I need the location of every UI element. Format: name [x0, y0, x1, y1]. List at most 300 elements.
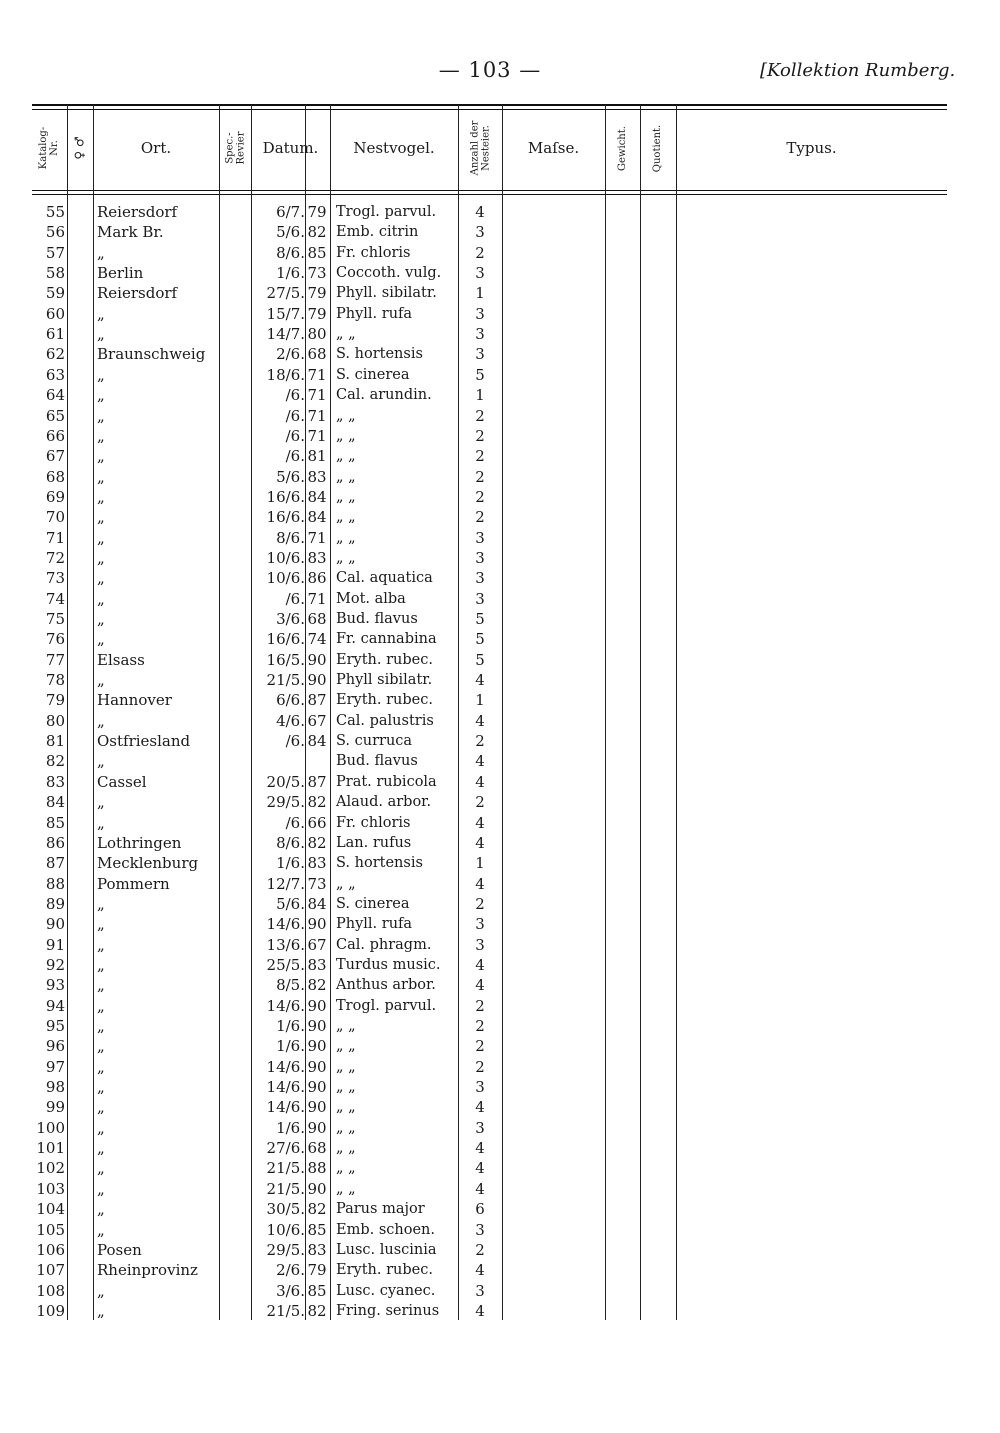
col-header-datum: Datum. [262, 139, 319, 157]
cell-jahr: 90 [307, 1118, 327, 1137]
cell-ort: Pommern [97, 874, 170, 893]
cell-jahr: 90 [307, 915, 327, 934]
cell-vogel: Phyll. rufa [336, 916, 413, 933]
cell-jahr: 86 [307, 569, 327, 588]
cell-ort: Mark Br. [97, 223, 164, 242]
cell-anzahl: 2 [475, 793, 485, 812]
cell-vogel: Trogl. parvul. [336, 204, 437, 220]
cell-datum: 16/6. [266, 630, 305, 649]
cell-vogel: „ „ [336, 488, 356, 505]
cell-datum: 30/5. [266, 1200, 305, 1219]
cell-ort: „ [97, 447, 105, 466]
cell-anzahl: 2 [475, 1057, 485, 1076]
table-row [0, 528, 1000, 548]
col-header-anzahl: Anzahl der Nesteier. [469, 120, 491, 176]
cell-datum: /6. [285, 406, 305, 425]
cell-ort: „ [97, 1118, 105, 1137]
table-row [0, 670, 1000, 690]
cell-anzahl: 3 [475, 325, 485, 344]
cell-ort: „ [97, 467, 105, 486]
cell-ort: „ [97, 894, 105, 913]
cell-anzahl: 4 [475, 671, 485, 690]
cell-jahr: 82 [307, 976, 327, 995]
cell-nr: 79 [45, 691, 65, 710]
cell-vogel: S. curruca [336, 733, 413, 750]
col-header-typus: Typus. [786, 139, 837, 157]
cell-ort: „ [97, 935, 105, 954]
cell-vogel: „ „ [336, 529, 356, 546]
cell-anzahl: 3 [475, 223, 485, 242]
cell-jahr: 83 [307, 467, 327, 486]
cell-anzahl: 4 [475, 874, 485, 893]
cell-ort: „ [97, 1078, 105, 1097]
cell-datum: 5/6. [276, 894, 305, 913]
cell-ort: „ [97, 487, 105, 506]
cell-ort: „ [97, 915, 105, 934]
cell-ort: „ [97, 365, 105, 384]
cell-datum: 5/6. [276, 223, 305, 242]
cell-anzahl: 2 [475, 1240, 485, 1259]
cell-vogel: Phyll. sibilatr. [336, 285, 437, 302]
cell-datum: /6. [285, 813, 305, 832]
cell-datum: 6/7. [276, 203, 305, 221]
cell-datum: 16/6. [266, 487, 305, 506]
cell-jahr: 71 [307, 589, 327, 608]
cell-vogel: Eryth. rubec. [336, 651, 433, 668]
cell-anzahl: 2 [475, 447, 485, 466]
cell-ort: „ [97, 1057, 105, 1076]
cell-nr: 66 [45, 426, 65, 445]
cell-ort: „ [97, 711, 105, 730]
cell-anzahl: 2 [475, 996, 485, 1015]
cell-anzahl: 3 [475, 528, 485, 547]
cell-datum: 8/6. [276, 833, 305, 852]
page-number: — 103 — [438, 58, 542, 82]
cell-datum: 13/6. [266, 935, 305, 954]
cell-vogel: Phyll sibilatr. [336, 672, 433, 689]
running-head: [Kollektion Rumberg. [760, 60, 956, 81]
cell-datum: 5/6. [276, 467, 305, 486]
cell-vogel: Cal. phragm. [336, 936, 432, 953]
cell-jahr: 83 [307, 1240, 327, 1259]
table-row [0, 406, 1000, 426]
cell-ort: „ [97, 406, 105, 425]
cell-anzahl: 2 [475, 1017, 485, 1035]
cell-datum: 14/7. [266, 325, 305, 344]
header-bottom-rule [32, 190, 947, 191]
cell-datum: 6/6. [276, 691, 305, 710]
table-row [0, 568, 1000, 588]
cell-jahr: 90 [307, 671, 327, 690]
table-row [0, 1260, 1000, 1280]
cell-ort: „ [97, 243, 105, 262]
cell-nr: 68 [45, 467, 65, 486]
table-row [0, 365, 1000, 385]
cell-datum: 12/7. [266, 874, 305, 893]
table-top-rule [32, 104, 947, 106]
cell-anzahl: 4 [475, 1139, 485, 1158]
table-row [0, 344, 1000, 364]
cell-datum: 10/6. [266, 1220, 305, 1239]
cell-nr: 80 [45, 711, 65, 730]
cell-anzahl: 2 [475, 732, 485, 751]
cell-datum: /6. [285, 386, 305, 405]
col-header-nestvogel: Nestvogel. [353, 139, 435, 157]
cell-jahr: 84 [307, 487, 327, 506]
cell-anzahl: 5 [475, 650, 485, 669]
cell-jahr: 82 [307, 1200, 327, 1219]
table-row [0, 1077, 1000, 1097]
cell-datum: 14/6. [266, 996, 305, 1015]
cell-nr: 84 [45, 793, 65, 812]
cell-jahr: 84 [307, 508, 327, 527]
cell-datum: /6. [285, 447, 305, 466]
table-row [0, 467, 1000, 487]
cell-jahr: 82 [307, 1301, 327, 1320]
cell-jahr: 83 [307, 548, 327, 567]
cell-vogel: Bud. flavus [336, 611, 418, 627]
cell-nr: 89 [45, 894, 65, 913]
table-row [0, 1281, 1000, 1301]
cell-nr: 100 [36, 1118, 65, 1137]
cell-vogel: S. hortensis [336, 346, 423, 363]
cell-ort: „ [97, 996, 105, 1015]
cell-ort: „ [97, 1037, 105, 1056]
cell-jahr: 90 [307, 1057, 327, 1076]
cell-datum: 8/6. [276, 243, 305, 262]
table-row [0, 1179, 1000, 1199]
table-row [0, 1220, 1000, 1240]
cell-jahr: 88 [307, 1159, 327, 1178]
cell-vogel: Emb. schoen. [336, 1221, 435, 1238]
cell-ort: Cassel [97, 772, 147, 791]
table-row [0, 874, 1000, 894]
cell-datum: 25/5. [266, 955, 305, 974]
cell-vogel: „ „ [336, 1058, 356, 1075]
cell-ort: „ [97, 1017, 105, 1035]
table-row [0, 446, 1000, 466]
cell-vogel: Mot. alba [336, 590, 406, 607]
cell-jahr: 79 [307, 203, 327, 221]
cell-jahr: 90 [307, 1098, 327, 1117]
cell-anzahl: 4 [475, 1261, 485, 1280]
table-row [0, 304, 1000, 324]
table-row [0, 629, 1000, 649]
cell-datum: 2/6. [276, 1261, 305, 1280]
cell-anzahl: 1 [475, 284, 485, 303]
cell-anzahl: 3 [475, 935, 485, 954]
cell-ort: „ [97, 1301, 105, 1320]
cell-ort: „ [97, 1159, 105, 1178]
cell-vogel: Eryth. rubec. [336, 692, 433, 709]
cell-jahr: 90 [307, 1037, 327, 1056]
cell-vogel: Lusc. cyanec. [336, 1282, 436, 1299]
cell-nr: 63 [45, 365, 65, 384]
cell-nr: 62 [45, 345, 65, 364]
cell-ort: Lothringen [97, 833, 182, 852]
cell-nr: 98 [45, 1078, 65, 1097]
cell-jahr: 84 [307, 894, 327, 913]
cell-vogel: Alaud. arbor. [336, 794, 432, 811]
cell-anzahl: 5 [475, 630, 485, 649]
cell-nr: 97 [45, 1057, 65, 1076]
cell-datum: /6. [285, 426, 305, 445]
cell-ort: „ [97, 548, 105, 567]
cell-anzahl: 2 [475, 426, 485, 445]
cell-anzahl: 3 [475, 345, 485, 364]
table-row [0, 792, 1000, 812]
cell-anzahl: 3 [475, 1118, 485, 1137]
cell-datum: 1/6. [276, 1037, 305, 1056]
cell-jahr: 90 [307, 650, 327, 669]
table-row [0, 955, 1000, 975]
cell-ort: „ [97, 955, 105, 974]
cell-jahr: 81 [307, 447, 327, 466]
cell-ort: Braunschweig [97, 345, 206, 364]
cell-ort: „ [97, 1098, 105, 1117]
table-row [0, 324, 1000, 344]
cell-datum: 20/5. [266, 772, 305, 791]
table-row [0, 914, 1000, 934]
col-header-katalog: Katalog- Nr. [38, 126, 61, 170]
cell-datum: 3/6. [276, 610, 305, 628]
cell-vogel: Bud. flavus [336, 753, 418, 770]
cell-ort: Ostfriesland [97, 732, 191, 751]
cell-jahr: 82 [307, 793, 327, 812]
cell-nr: 105 [36, 1220, 65, 1239]
cell-anzahl: 2 [475, 894, 485, 913]
cell-ort: „ [97, 569, 105, 588]
cell-nr: 58 [45, 264, 65, 283]
cell-datum: 14/6. [266, 915, 305, 934]
cell-nr: 82 [45, 752, 65, 771]
cell-nr: 81 [45, 732, 65, 751]
cell-datum: 21/5. [266, 1179, 305, 1198]
cell-anzahl: 4 [475, 833, 485, 852]
table-row [0, 690, 1000, 710]
cell-anzahl: 2 [475, 467, 485, 486]
cell-nr: 109 [36, 1301, 65, 1320]
cell-jahr: 67 [307, 711, 327, 730]
cell-vogel: Trogl. parvul. [336, 997, 437, 1014]
cell-jahr: 68 [307, 1139, 327, 1158]
cell-jahr: 71 [307, 406, 327, 425]
cell-vogel: Eryth. rubec. [336, 1262, 433, 1279]
cell-jahr: 74 [307, 630, 327, 649]
cell-ort: „ [97, 1179, 105, 1198]
cell-vogel: „ „ [336, 1038, 356, 1055]
cell-datum: 4/6. [276, 711, 305, 730]
cell-ort: „ [97, 304, 105, 323]
cell-datum: /6. [285, 732, 305, 751]
col-header-gewicht: Gewicht. [617, 125, 628, 171]
cell-ort: „ [97, 1200, 105, 1219]
table-row [0, 731, 1000, 751]
cell-anzahl: 2 [475, 508, 485, 527]
cell-ort: „ [97, 589, 105, 608]
cell-jahr: 71 [307, 528, 327, 547]
cell-jahr: 83 [307, 854, 327, 873]
cell-ort: „ [97, 1281, 105, 1300]
cell-jahr: 67 [307, 935, 327, 954]
cell-anzahl: 1 [475, 386, 485, 405]
cell-anzahl: 4 [475, 711, 485, 730]
cell-jahr: 68 [307, 345, 327, 364]
cell-vogel: Fr. chloris [336, 814, 411, 831]
cell-vogel: Coccoth. vulg. [336, 265, 442, 282]
cell-anzahl: 4 [475, 813, 485, 832]
cell-vogel: Anthus arbor. [336, 977, 436, 994]
cell-datum: 1/6. [276, 264, 305, 283]
cell-jahr: 87 [307, 691, 327, 710]
cell-jahr: 84 [307, 732, 327, 751]
cell-nr: 57 [45, 243, 65, 262]
cell-datum: 8/6. [276, 528, 305, 547]
table-row [0, 1158, 1000, 1178]
cell-ort: „ [97, 325, 105, 344]
table-row [0, 650, 1000, 670]
cell-jahr: 73 [307, 264, 327, 283]
cell-anzahl: 6 [475, 1200, 485, 1219]
cell-vogel: „ „ [336, 1119, 356, 1136]
table-row [0, 935, 1000, 955]
cell-nr: 77 [45, 650, 65, 669]
cell-datum: 10/6. [266, 548, 305, 567]
cell-nr: 78 [45, 671, 65, 690]
cell-anzahl: 3 [475, 1220, 485, 1239]
cell-anzahl: 4 [475, 1179, 485, 1198]
cell-nr: 92 [45, 955, 65, 974]
cell-nr: 103 [36, 1179, 65, 1198]
cell-nr: 104 [36, 1200, 65, 1219]
cell-ort: „ [97, 508, 105, 527]
cell-nr: 75 [45, 610, 65, 628]
cell-ort: „ [97, 1139, 105, 1158]
cell-datum: 1/6. [276, 854, 305, 873]
cell-jahr: 79 [307, 1261, 327, 1280]
cell-ort: „ [97, 426, 105, 445]
cell-vogel: Fring. serinus [336, 1302, 440, 1319]
cell-nr: 107 [36, 1261, 65, 1280]
cell-datum: 14/6. [266, 1098, 305, 1117]
cell-vogel: „ „ [336, 427, 356, 444]
cell-datum: 21/5. [266, 671, 305, 690]
table-row [0, 426, 1000, 446]
table-row [0, 243, 1000, 263]
table-row [0, 894, 1000, 914]
table-row [0, 589, 1000, 609]
header-bottom-rule-thin [32, 194, 947, 195]
cell-anzahl: 5 [475, 365, 485, 384]
cell-ort: Hannover [97, 691, 172, 710]
cell-nr: 74 [45, 589, 65, 608]
cell-datum: 14/6. [266, 1078, 305, 1097]
cell-vogel: „ „ [336, 509, 356, 526]
table-row [0, 833, 1000, 853]
cell-datum: 14/6. [266, 1057, 305, 1076]
cell-vogel: Fr. chloris [336, 244, 411, 261]
cell-anzahl: 3 [475, 548, 485, 567]
cell-jahr: 85 [307, 243, 327, 262]
cell-anzahl: 2 [475, 1037, 485, 1056]
table-row [0, 975, 1000, 995]
cell-datum: 27/6. [266, 1139, 305, 1158]
cell-nr: 60 [45, 304, 65, 323]
cell-jahr: 79 [307, 284, 327, 303]
table-row [0, 1097, 1000, 1117]
table-row [0, 1036, 1000, 1056]
cell-nr: 56 [45, 223, 65, 242]
cell-nr: 70 [45, 508, 65, 527]
cell-jahr: 82 [307, 833, 327, 852]
cell-vogel: Turdus music. [336, 956, 441, 973]
cell-datum: 1/6. [276, 1017, 305, 1035]
table-row [0, 1301, 1000, 1321]
cell-nr: 87 [45, 854, 65, 873]
cell-ort: „ [97, 1220, 105, 1239]
cell-jahr: 90 [307, 1017, 327, 1035]
cell-anzahl: 3 [475, 569, 485, 588]
cell-anzahl: 3 [475, 1078, 485, 1097]
cell-anzahl: 4 [475, 203, 485, 221]
cell-anzahl: 4 [475, 772, 485, 791]
cell-vogel: „ „ [336, 1079, 356, 1096]
col-header-symbol: ♀ ♂ [73, 136, 87, 160]
table-row [0, 283, 1000, 303]
cell-vogel: Prat. rubicola [336, 773, 437, 790]
cell-jahr: 90 [307, 996, 327, 1015]
cell-datum: 15/7. [266, 304, 305, 323]
cell-ort: „ [97, 752, 105, 771]
cell-anzahl: 4 [475, 752, 485, 771]
cell-datum: 1/6. [276, 1118, 305, 1137]
cell-vogel: „ „ [336, 875, 356, 892]
col-header-ort: Ort. [140, 139, 172, 157]
cell-nr: 59 [45, 284, 65, 303]
col-header-masse: Maſse. [527, 139, 580, 157]
cell-ort: „ [97, 386, 105, 405]
cell-ort: Berlin [97, 264, 144, 283]
cell-vogel: „ „ [336, 407, 356, 424]
cell-nr: 65 [45, 406, 65, 425]
cell-nr: 108 [36, 1281, 65, 1300]
table-row [0, 751, 1000, 771]
cell-jahr: 80 [307, 325, 327, 344]
table-row [0, 853, 1000, 873]
cell-vogel: S. hortensis [336, 855, 423, 872]
cell-nr: 106 [36, 1240, 65, 1259]
cell-nr: 55 [45, 203, 65, 221]
cell-jahr: 87 [307, 772, 327, 791]
cell-anzahl: 3 [475, 304, 485, 323]
table-row [0, 813, 1000, 833]
cell-vogel: Parus major [336, 1201, 425, 1218]
table-row [0, 711, 1000, 731]
cell-nr: 72 [45, 548, 65, 567]
table-row [0, 996, 1000, 1016]
cell-ort: „ [97, 793, 105, 812]
cell-datum: 29/5. [266, 1240, 305, 1259]
table-row [0, 1240, 1000, 1260]
table-row [0, 507, 1000, 527]
cell-nr: 96 [45, 1037, 65, 1056]
cell-vogel: „ „ [336, 549, 356, 566]
cell-ort: Rheinprovinz [97, 1261, 198, 1280]
cell-anzahl: 2 [475, 243, 485, 262]
cell-anzahl: 4 [475, 1301, 485, 1320]
cell-vogel: „ „ [336, 1180, 356, 1197]
cell-vogel: „ „ [336, 1018, 356, 1034]
